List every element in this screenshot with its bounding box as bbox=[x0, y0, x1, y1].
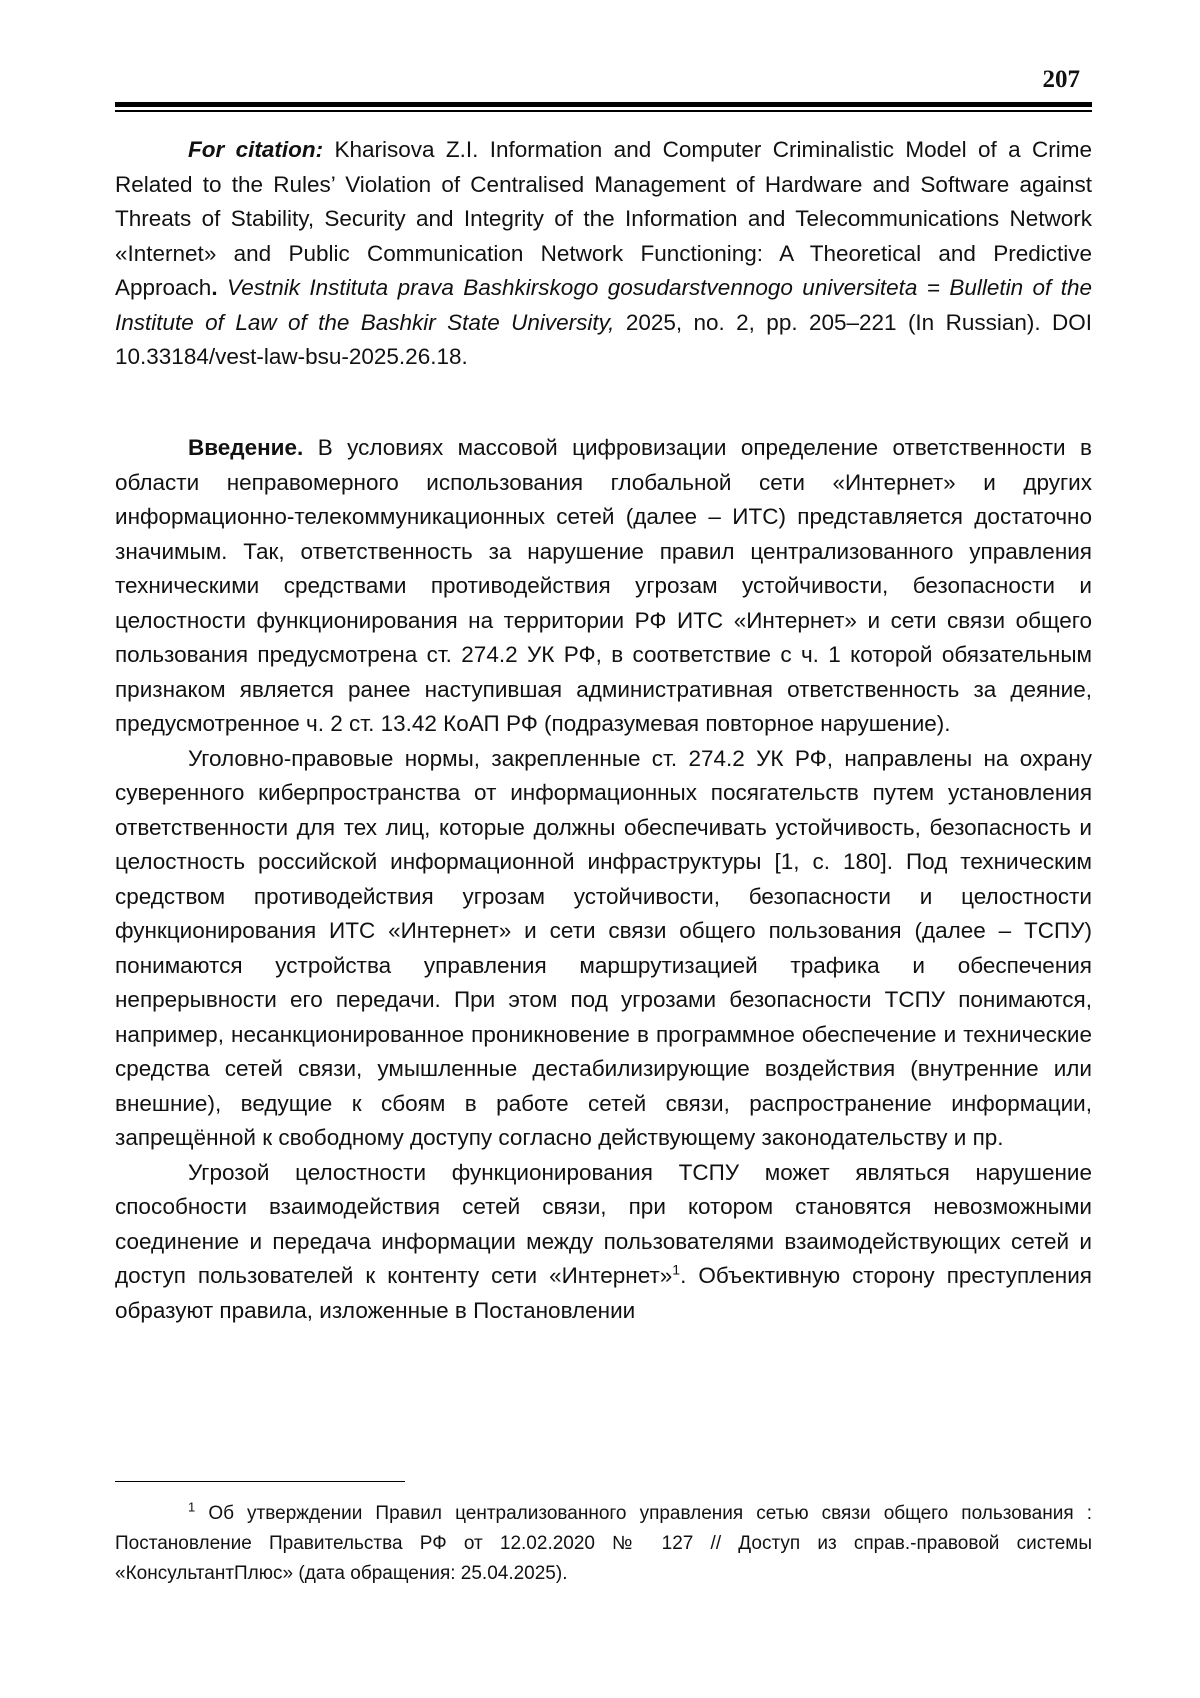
citation-label: For citation: bbox=[188, 137, 324, 162]
page-number: 207 bbox=[1042, 66, 1080, 93]
paragraph-3-text: Угрозой целостности функционирования ТСПУ может являться нарушение способности взаимодействия сетей связи, при котором становятся невозможными соединение и передача информации между пользователями взаимодействующих сетей и доступ пользователей к контенту сети «Интернет» bbox=[115, 1159, 1092, 1288]
footnote-divider bbox=[115, 1481, 405, 1482]
footnote-reference[interactable]: 1 bbox=[672, 1261, 681, 1278]
intro-label: Введение. bbox=[188, 435, 304, 460]
citation-period: . bbox=[211, 275, 218, 300]
citation-text: Kharisova Z.I. Information and Computer Criminalistic Model of a Crime Related to the Rules’ Violation of Centralised Management of Hardware and Software against Threats of Stability, Security and Integrity of the Information and Telecommunications Network «Internet» and Public Communication Network Functioning: A Theoretical and Predictive Approach bbox=[115, 137, 1092, 300]
footnote-text: Об утверждении Правил централизованного управления сетью связи общего пользования : Постановление Правительства РФ от 12.02.2020 № 127 // Доступ из справ.-правовой системы «КонсультантПлюс» (дата обращения: 25.04.2025). bbox=[115, 1503, 1092, 1584]
header-rule-thin bbox=[115, 110, 1092, 112]
paragraph-3-text-end: . Объективную сторону преступления образуют правила, изложенные в Постановлении bbox=[115, 1263, 1092, 1323]
citation-tail: 2025, no. 2, pp. 205–221 (In Russian). DOI 10.33184/vest-law-bsu-2025.26.18. bbox=[115, 309, 1092, 369]
paragraph-3 bbox=[115, 1156, 1092, 1329]
footnote bbox=[115, 1499, 1092, 1589]
intro-paragraph bbox=[115, 431, 1092, 742]
footnote-paragraph bbox=[115, 1499, 1092, 1589]
paragraph-2: Уголовно-правовые нормы, закрепленные ст. 274.2 УК РФ, направлены на охрану суверенного киберпространства от информационных посягательств путем установления ответственности для тех лиц, которые должны обеспечивать устойчивость, безопасность и целостность российской информационной инфраструктуры [1, с. 180]. Под техническим средством противодействия угрозам устойчивости, безопасности и целостности функционирования ИТС «Интернет» и сети связи общего пользования (далее – ТСПУ) понимаются устройства управления маршрутизацией трафика и обеспечения непрерывности его передачи. При этом под угрозами безопасности ТСПУ понимаются, например, несанкционированное проникновение в программное обеспечение и технические средства сетей связи, умышленные дестабилизирующие воздействия (внутренние или внешние), ведущие к сбоям в работе сетей связи, распространение информации, запрещённой к свободному доступу согласно действующему законодательству и пр. bbox=[115, 745, 1092, 1150]
citation-journal: Vestnik Instituta prava Bashkirskogo gosudarstvennogo universiteta = Bulletin of the Institute of Law of the Bashkir State University, bbox=[115, 275, 1092, 335]
citation-block bbox=[115, 133, 1092, 375]
footnote-marker: 1 bbox=[188, 1499, 196, 1515]
header-rule bbox=[115, 102, 1092, 107]
intro-text: В условиях массовой цифровизации определение ответственности в области неправомерного использования глобальной сети «Интернет» и других информационно-телекоммуникационных сетей (далее – ИТС) представляется достаточно значимым. Так, ответственность за нарушение правил централизованного управления техническими средствами противодействия угрозам устойчивости, безопасности и целостности функционирования на территории РФ ИТС «Интернет» и сети связи общего пользования предусмотрена ст. 274.2 УК РФ, в соответствие с ч. 1 которой обязательным признаком является ранее наступившая административная ответственность за деяние, предусмотренное ч. 2 ст. 13.42 КоАП РФ (подразумевая повторное нарушение). bbox=[115, 435, 1092, 736]
main-text bbox=[115, 431, 1092, 1328]
citation-paragraph bbox=[115, 133, 1092, 375]
